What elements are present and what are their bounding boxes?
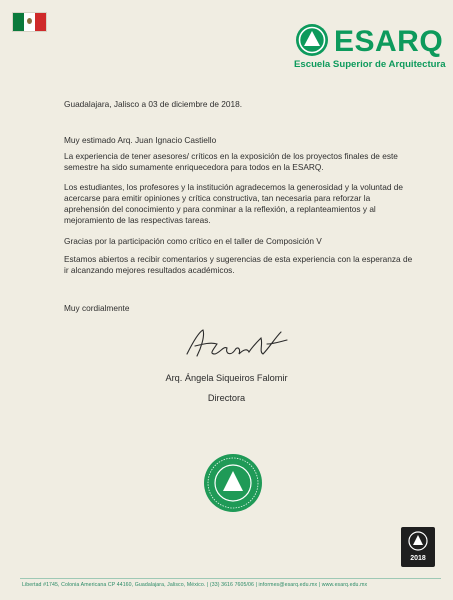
logo-subtitle: Escuela Superior de Arquitectura xyxy=(294,59,446,70)
paragraph-2: Los estudiantes, los profesores y la institución agradecemos la generosidad y la voluntad de acercarse para emitir opiniones y crítica constructiva, tan necesaria para reforzar la aprehensión del conocimiento y para conminar a la reflexión, a replanteamientos y al mejoramiento de las respectivas tareas. xyxy=(64,182,403,226)
footer-contact: Libertad #1745, Colonia Americana CP 44160, Guadalajara, Jalisco, México. | (33) 3616 7605/06 | informes@esarq.edu.mx | www.esarq.edu.mx xyxy=(22,582,368,588)
badge-emblem-icon xyxy=(401,527,435,555)
paragraph-1: La experiencia de tener asesores/ críticos en la exposición de los proyectos finales de este semestre ha sido sumamente enriquecedora para todos en la ESARQ. xyxy=(64,151,398,173)
badge-year: 2018 xyxy=(410,555,426,562)
salutation: Muy estimado Arq. Juan Ignacio Castiello xyxy=(64,135,217,146)
esarq-official-seal-icon xyxy=(202,452,264,514)
esarq-logo xyxy=(294,23,444,75)
date-line: Guadalajara, Jalisco a 03 de diciembre de 2018. xyxy=(64,99,243,110)
handwritten-signature xyxy=(183,324,293,366)
paragraph-3: Gracias por la participación como crítico en el taller de Composición V xyxy=(64,236,322,247)
signatory-title: Directora xyxy=(207,393,246,403)
footer-divider xyxy=(20,578,441,579)
paragraph-4: Estamos abiertos a recibir comentarios y sugerencias de esta experiencia con la esperanza de ir alcanzando mejores resultados académicos. xyxy=(64,254,413,276)
signatory-name: Arq. Ángela Siqueiros Falomir xyxy=(165,373,288,383)
closing: Muy cordialmente xyxy=(64,303,130,314)
esarq-triangle-logo-icon xyxy=(294,23,330,57)
anniversary-badge-icon xyxy=(401,527,435,567)
logo-wordmark: ESARQ xyxy=(334,25,444,58)
mexico-flag-icon xyxy=(12,12,47,32)
